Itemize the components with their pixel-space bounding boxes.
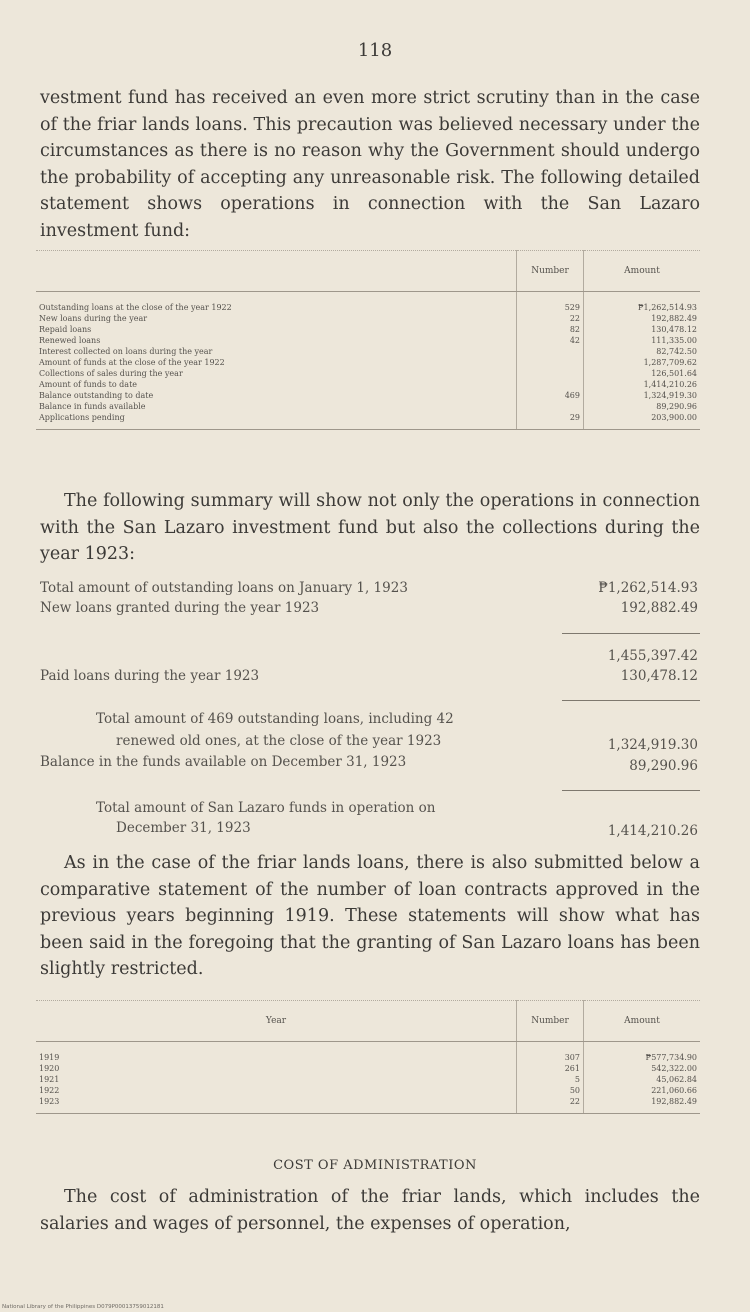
- row-label-cell: 1919: [36, 1042, 517, 1064]
- row-number-cell: 82: [517, 324, 584, 335]
- row-number-cell: 529: [517, 292, 584, 314]
- row-amount-cell: 1,324,919.30: [643, 391, 697, 400]
- row-amount-cell: 82,742.50: [656, 347, 697, 356]
- table-row: [36, 368, 700, 379]
- row-label-cell: 1921: [36, 1074, 517, 1085]
- summary-label: Total amount of 469 outstanding loans, including 42: [96, 711, 454, 727]
- paragraph-intro: vestment fund has received an even more strict scrutiny than in the case of the friar lands loans. This precaution was believed necessary under the circumstances as there is no reason why the Government should undergo the probability of accepting any unreasonable risk. The following detailed statement shows operations in connection with the San Lazaro investment fund:: [40, 88, 700, 241]
- row-label-cell: Amount of funds at the close of the year 1922: [36, 357, 517, 368]
- row-amount-cell: 542,322.00: [651, 1064, 697, 1073]
- column-header-number: Number: [517, 251, 584, 292]
- summary-label: Paid loans during the year 1923: [40, 668, 260, 684]
- row-number-cell: 22: [517, 313, 584, 324]
- row-label-cell: Interest collected on loans during the year: [36, 346, 517, 357]
- row-amount-cell: ₱577,734.90: [645, 1053, 697, 1062]
- column-header: [36, 251, 517, 292]
- detailed-statement-table: [36, 250, 700, 430]
- row-number-cell: [517, 357, 584, 368]
- sum-rule: [562, 700, 700, 701]
- row-number-cell: [517, 368, 584, 379]
- table-row: [36, 335, 700, 346]
- row-label-cell: Collections of sales during the year: [36, 368, 517, 379]
- row-amount-cell: ₱1,262,514.93: [637, 303, 697, 312]
- row-number-cell: [517, 379, 584, 390]
- table-row: [36, 390, 700, 401]
- summary-label: renewed old ones, at the close of the year 1923: [116, 733, 442, 749]
- summary-amount: ₱1,262,514.93: [598, 580, 698, 596]
- row-amount-cell: 126,501.64: [651, 369, 697, 378]
- page-number: 118: [357, 40, 393, 61]
- summary-amount: 192,882.49: [620, 600, 698, 616]
- row-label-cell: Amount of funds to date: [36, 379, 517, 390]
- column-header-amount: Amount: [584, 251, 701, 292]
- summary-statement: [40, 578, 700, 840]
- table-row: [36, 1085, 700, 1096]
- summary-amount: 1,455,397.42: [607, 648, 698, 664]
- table-row: [36, 379, 700, 390]
- table-row: [36, 1074, 700, 1085]
- column-header-year: Year: [36, 1001, 517, 1042]
- table-row: [36, 346, 700, 357]
- row-amount-cell: 192,882.49: [651, 314, 697, 323]
- table-row: [36, 292, 700, 314]
- summary-label: Balance in the funds available on December 31, 1923: [40, 754, 407, 770]
- row-label-cell: 1923: [36, 1096, 517, 1114]
- row-label-cell: Repaid loans: [36, 324, 517, 335]
- table-row: [36, 324, 700, 335]
- table-row: [36, 412, 700, 430]
- comparative-table: [36, 1000, 700, 1114]
- table-row: [36, 313, 700, 324]
- row-label-cell: New loans during the year: [36, 313, 517, 324]
- row-amount-cell: 130,478.12: [651, 325, 697, 334]
- row-number-cell: 29: [517, 412, 584, 430]
- table-row: [36, 1096, 700, 1114]
- table-row: [36, 401, 700, 412]
- summary-amount: 89,290.96: [629, 758, 698, 774]
- summary-label: New loans granted during the year 1923: [40, 600, 320, 616]
- row-label-cell: Renewed loans: [36, 335, 517, 346]
- summary-amount: 1,324,919.30: [607, 737, 698, 753]
- paragraph-comparative: As in the case of the friar lands loans, there is also submitted below a comparative statement of the number of loan contracts approved in the previous years beginning 1919. These statements will show what has been said in the foregoing that the granting of San Lazaro loans has been slightly restricted.: [40, 853, 700, 979]
- row-amount-cell: 221,060.66: [651, 1086, 697, 1095]
- section-heading: COST OF ADMINISTRATION: [273, 1158, 477, 1173]
- summary-label: Total amount of San Lazaro funds in operation on: [96, 800, 436, 816]
- table-header-row: [36, 1001, 700, 1042]
- summary-amount: 130,478.12: [620, 668, 698, 684]
- row-number-cell: 22: [517, 1096, 584, 1114]
- row-amount-cell: 45,062.84: [656, 1075, 697, 1084]
- row-label-cell: 1920: [36, 1063, 517, 1074]
- table-header-row: [36, 251, 700, 292]
- table-row: [36, 1063, 700, 1074]
- column-header-number: Number: [517, 1001, 584, 1042]
- summary-label: Total amount of outstanding loans on January 1, 1923: [40, 580, 408, 596]
- table-row: [36, 1042, 700, 1064]
- summary-amount: 1,414,210.26: [607, 823, 698, 839]
- row-number-cell: 42: [517, 335, 584, 346]
- row-label-cell: Balance in funds available: [36, 401, 517, 412]
- row-label-cell: 1922: [36, 1085, 517, 1096]
- column-header-amount: Amount: [584, 1001, 701, 1042]
- row-amount-cell: 192,882.49: [584, 1096, 701, 1114]
- row-number-cell: [517, 346, 584, 357]
- row-amount-cell: 1,414,210.26: [643, 380, 697, 389]
- scan-footer: National Library of the Philippines D079P00013759012181: [2, 1304, 164, 1310]
- row-amount-cell: 203,900.00: [584, 412, 701, 430]
- row-number-cell: 5: [517, 1074, 584, 1085]
- row-number-cell: [517, 401, 584, 412]
- row-number-cell: 469: [517, 390, 584, 401]
- summary-label: December 31, 1923: [116, 820, 251, 836]
- row-label-cell: Balance outstanding to date: [36, 390, 517, 401]
- row-amount-cell: 1,287,709.62: [643, 358, 697, 367]
- sum-rule: [562, 790, 700, 791]
- row-label-cell: Applications pending: [36, 412, 517, 430]
- sum-rule: [562, 633, 700, 634]
- paragraph-summary-intro: The following summary will show not only the operations in connection with the San Lazaro investment fund but also the collections during the year 1923:: [40, 491, 700, 564]
- table-row: [36, 357, 700, 368]
- row-number-cell: 261: [517, 1063, 584, 1074]
- row-amount-cell: 111,335.00: [651, 336, 697, 345]
- row-number-cell: 307: [517, 1042, 584, 1064]
- row-label-cell: Outstanding loans at the close of the year 1922: [36, 292, 517, 314]
- paragraph-cost: The cost of administration of the friar lands, which includes the salaries and wages of personnel, the expenses of operation,: [40, 1187, 700, 1234]
- row-amount-cell: 89,290.96: [656, 402, 697, 411]
- row-number-cell: 50: [517, 1085, 584, 1096]
